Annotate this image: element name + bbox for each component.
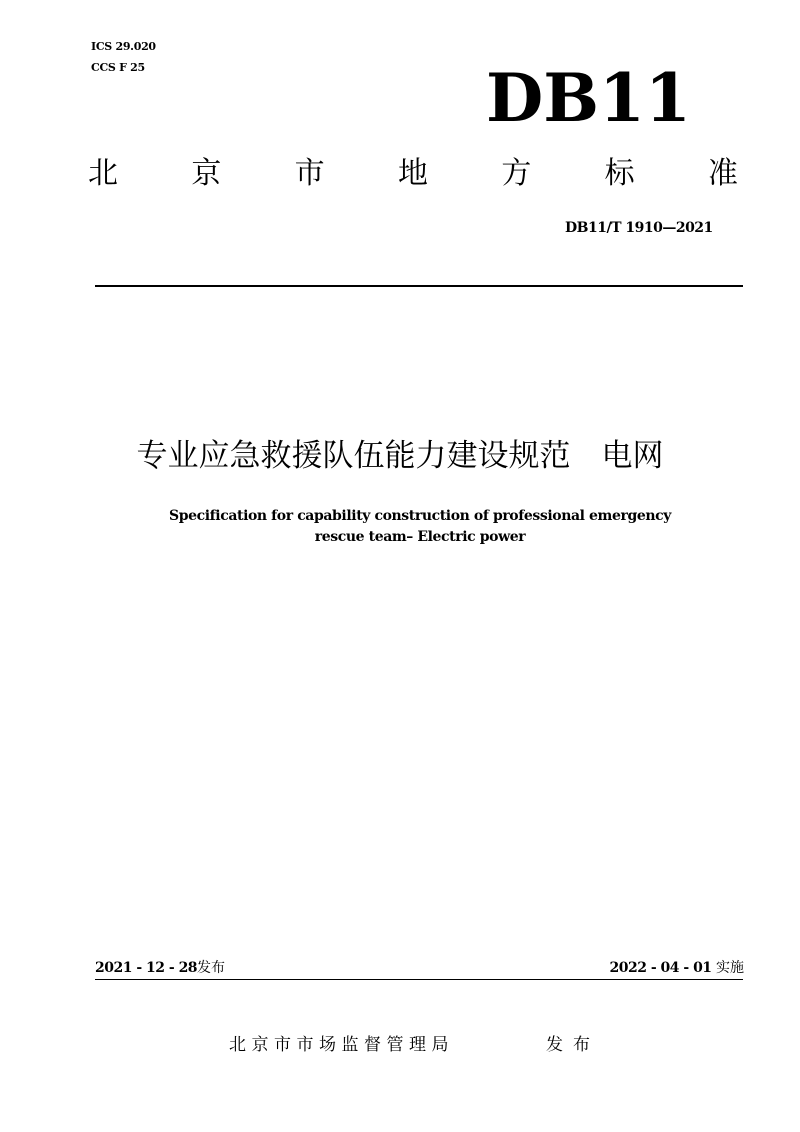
standard-type-char: 市 <box>294 156 325 191</box>
ics-code: ICS 29.020 <box>91 40 156 53</box>
db-code-logo: DB11 <box>486 59 691 137</box>
issue-action: 发布 <box>546 1035 600 1055</box>
standard-type-char: 准 <box>707 156 738 191</box>
issue-date <box>95 958 225 978</box>
title-english-line: rescue team– Electric power <box>314 529 526 545</box>
standard-type-char: 方 <box>501 156 532 191</box>
title-english <box>90 506 750 548</box>
title-english-line: Specification for capability construction of professional emergency <box>169 508 671 524</box>
standard-type-char: 标 <box>604 156 635 191</box>
implementation-date <box>610 958 745 978</box>
standard-type-char: 京 <box>191 156 222 191</box>
issuing-authority: 北京市市场监督管理局 <box>229 1035 454 1055</box>
standard-type-char: 地 <box>397 156 428 191</box>
standard-type-heading <box>88 154 738 194</box>
implementation-date-label: 实施 <box>716 960 744 976</box>
header-divider <box>95 285 743 287</box>
ccs-code: CCS F 25 <box>91 61 145 74</box>
standard-type-char: 北 <box>88 156 118 191</box>
implementation-date-value: 2022 - 04 - 01 <box>609 960 712 976</box>
issue-date-label: 发布 <box>197 960 226 976</box>
issue-date-value: 2021 - 12 - 28 <box>95 960 198 976</box>
footer-divider <box>95 979 743 980</box>
title-chinese: 专业应急救援队伍能力建设规范 电网 <box>136 438 664 474</box>
standard-number: DB11/T 1910—2021 <box>565 220 713 236</box>
